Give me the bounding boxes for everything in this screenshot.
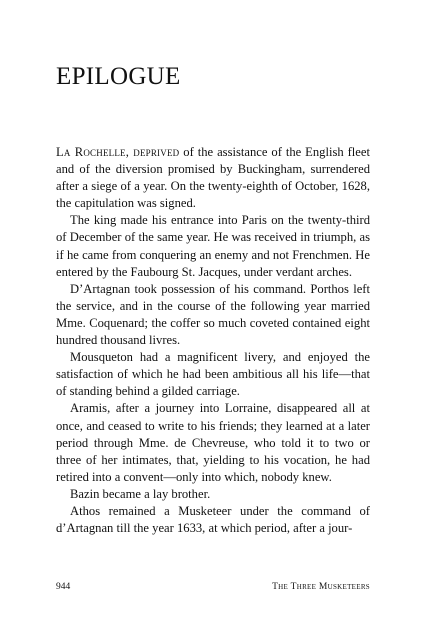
paragraph-6: Bazin became a lay brother.: [70, 486, 211, 501]
chapter-body: [56, 144, 370, 537]
paragraph-1: [56, 144, 370, 212]
paragraph-7: Athos remained a Musketeer under the command of d’Artagnan till the year 1633, at which period, after a jour-: [56, 503, 370, 536]
paragraph-1-text: of the assistance of the English fleet and of the diversion promised by Buckingham, surrendered after a siege of a year. On the twenty-eighth of October, 1628, the capitulation was signed.: [56, 145, 370, 211]
page-number: 944: [56, 582, 71, 592]
paragraph-lead-in: La Rochelle, deprived: [56, 145, 180, 159]
paragraph-2: The king made his entrance into Paris on the twenty-third of December of the same year. He was received in triumph, as if he came from conquering an enemy and not Frenchmen. He entered by the Faubourg St. Jacques, under verdant arches.: [56, 213, 370, 279]
paragraph-5: Aramis, after a journey into Lorraine, disappeared all at once, and ceased to write to his friends; they learned at a later period through Mme. de Chevreuse, who told it to two or three of her intimates, that, yielding to his vocation, he had retired into a convent—only into which, nobody knew.: [56, 401, 370, 484]
paragraph-4: Mousqueton had a magnificent livery, and enjoyed the satisfaction of which he had been ambitious all his life—that of standing behind a gilded carriage.: [56, 350, 370, 399]
paragraph-3: D’Artagnan took possession of his command. Porthos left the service, and in the course of the following year married Mme. Coquenard; the coffer so much coveted contained eight hundred thousand livres.: [56, 281, 370, 348]
page-footer: [56, 580, 370, 594]
running-title: The Three Musketeers: [272, 582, 370, 592]
chapter-title: EPILOGUE: [56, 63, 181, 90]
